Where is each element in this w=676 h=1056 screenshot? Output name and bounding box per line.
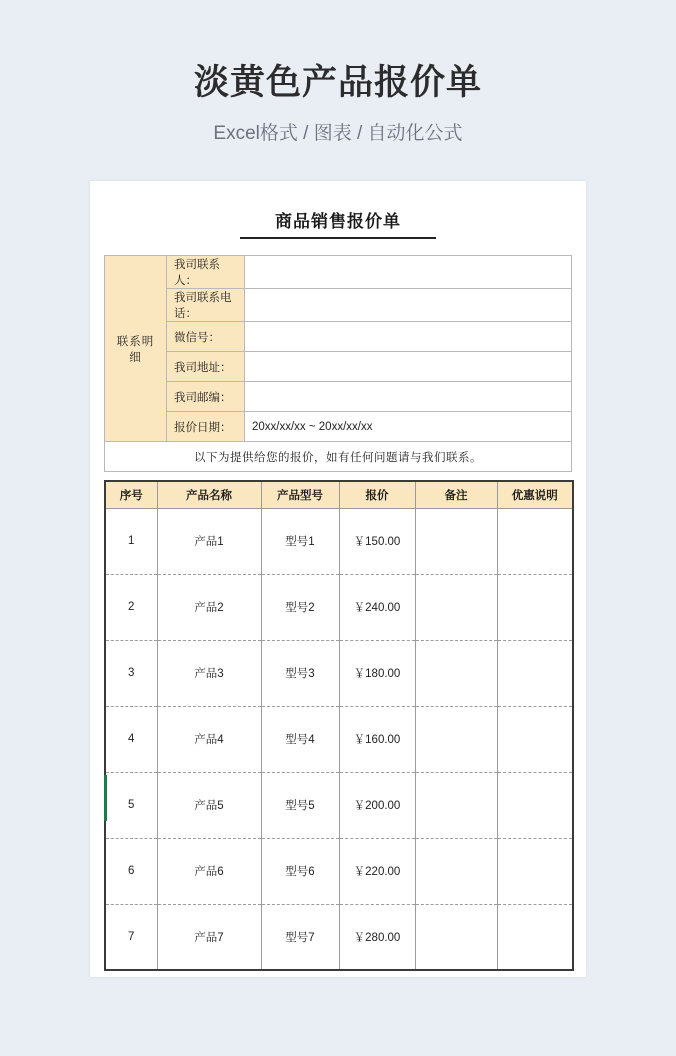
note-row (105, 442, 572, 472)
cell-promo[interactable] (497, 640, 573, 706)
products-table (104, 480, 574, 971)
cell-model[interactable]: 型号4 (261, 706, 339, 772)
cell-index[interactable]: 2 (105, 574, 157, 640)
table-row (105, 640, 573, 706)
cell-price[interactable]: ￥220.00 (339, 838, 415, 904)
spreadsheet-preview (90, 181, 586, 977)
products-header-row (105, 481, 573, 508)
cell-model[interactable]: 型号2 (261, 574, 339, 640)
cell-index[interactable]: 1 (105, 508, 157, 574)
cell-price[interactable]: ￥160.00 (339, 706, 415, 772)
table-row (105, 382, 572, 412)
cell-index[interactable]: 4 (105, 706, 157, 772)
cell-index[interactable]: 6 (105, 838, 157, 904)
cell-price[interactable]: ￥150.00 (339, 508, 415, 574)
table-row (105, 289, 572, 322)
table-row (105, 322, 572, 352)
table-row (105, 772, 573, 838)
cell-price[interactable]: ￥180.00 (339, 640, 415, 706)
cell-remark[interactable] (415, 838, 497, 904)
contact-value-phone[interactable] (245, 289, 572, 322)
table-row (105, 412, 572, 442)
contact-label-date: 报价日期： (167, 412, 245, 442)
table-row (105, 706, 573, 772)
column-header-price: 报价 (339, 481, 415, 508)
contact-value-person[interactable] (245, 256, 572, 289)
cell-promo[interactable] (497, 838, 573, 904)
column-header-remark: 备注 (415, 481, 497, 508)
cell-name[interactable]: 产品3 (157, 640, 261, 706)
table-row (105, 904, 573, 970)
contact-value-address[interactable] (245, 352, 572, 382)
table-row (105, 352, 572, 382)
contact-value-date[interactable]: 20xx/xx/xx ~ 20xx/xx/xx (245, 412, 572, 442)
table-row (105, 574, 573, 640)
table-row (105, 508, 573, 574)
cell-model[interactable]: 型号5 (261, 772, 339, 838)
document-title: 商品销售报价单 (240, 207, 436, 239)
cell-model[interactable]: 型号6 (261, 838, 339, 904)
cell-model[interactable]: 型号1 (261, 508, 339, 574)
cell-price[interactable]: ￥240.00 (339, 574, 415, 640)
cell-index[interactable]: 5 (105, 772, 157, 838)
cell-promo[interactable] (497, 508, 573, 574)
cell-name[interactable]: 产品7 (157, 904, 261, 970)
cell-name[interactable]: 产品1 (157, 508, 261, 574)
cell-name[interactable]: 产品5 (157, 772, 261, 838)
cell-index[interactable]: 3 (105, 640, 157, 706)
page-subtitle: Excel格式 / 图表 / 自动化公式 (213, 123, 463, 144)
contact-label-wechat: 微信号： (167, 322, 245, 352)
cell-name[interactable]: 产品6 (157, 838, 261, 904)
table-row (105, 256, 572, 289)
cell-remark[interactable] (415, 508, 497, 574)
column-header-promo: 优惠说明 (497, 481, 573, 508)
table-row (105, 838, 573, 904)
cell-remark[interactable] (415, 706, 497, 772)
cell-index[interactable]: 7 (105, 904, 157, 970)
cell-promo[interactable] (497, 904, 573, 970)
cell-remark[interactable] (415, 772, 497, 838)
cell-remark[interactable] (415, 640, 497, 706)
cell-name[interactable]: 产品2 (157, 574, 261, 640)
cell-name[interactable]: 产品4 (157, 706, 261, 772)
column-header-index: 序号 (105, 481, 157, 508)
cell-promo[interactable] (497, 706, 573, 772)
column-header-model: 产品型号 (261, 481, 339, 508)
cell-remark[interactable] (415, 574, 497, 640)
cell-promo[interactable] (497, 574, 573, 640)
contact-details-table (104, 255, 572, 472)
contact-value-zip[interactable] (245, 382, 572, 412)
contact-block-label: 联系明细 (105, 256, 167, 442)
contact-label-phone: 我司联系电话： (167, 289, 245, 322)
contact-label-zip: 我司邮编： (167, 382, 245, 412)
contact-value-wechat[interactable] (245, 322, 572, 352)
contact-label-person: 我司联系人： (167, 256, 245, 289)
quote-note: 以下为提供给您的报价，如有任何问题请与我们联系。 (105, 442, 572, 472)
cell-remark[interactable] (415, 904, 497, 970)
cell-model[interactable]: 型号3 (261, 640, 339, 706)
row-selection-marker (104, 775, 107, 821)
column-header-name: 产品名称 (157, 481, 261, 508)
page-title: 淡黄色产品报价单 (193, 63, 482, 102)
cell-price[interactable]: ￥280.00 (339, 904, 415, 970)
cell-price[interactable]: ￥200.00 (339, 772, 415, 838)
page-header (0, 0, 676, 145)
cell-model[interactable]: 型号7 (261, 904, 339, 970)
cell-promo[interactable] (497, 772, 573, 838)
contact-label-address: 我司地址： (167, 352, 245, 382)
